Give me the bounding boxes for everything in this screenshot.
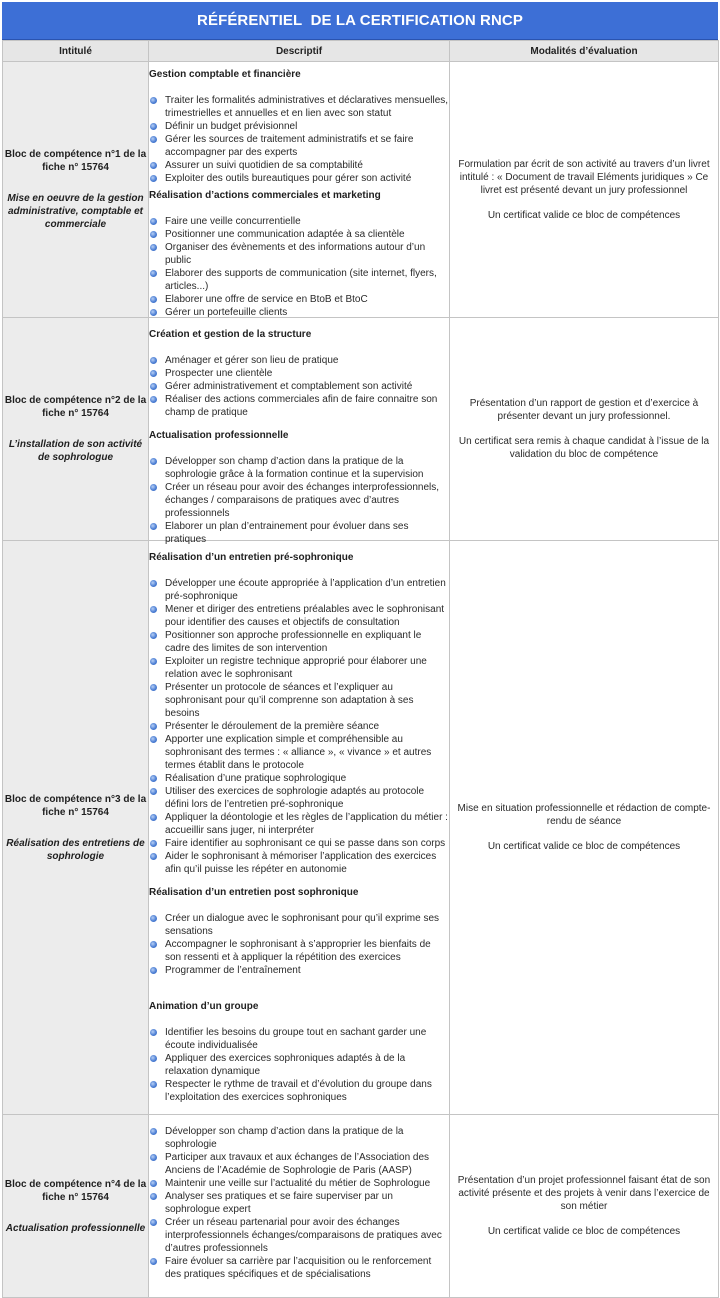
descriptif-cell: [149, 1115, 450, 1298]
bloc-subtitle: Actualisation professionnelle: [5, 1222, 146, 1234]
descriptif-section: [149, 886, 449, 977]
competence-list: [149, 215, 449, 319]
bloc-title: Bloc de compétence n°2 de la fiche n° 15764: [4, 395, 147, 419]
intitule-cell: [3, 1115, 149, 1298]
section-heading: Gestion comptable et financière: [149, 69, 301, 80]
bullet-icon: [150, 370, 157, 377]
bullet-icon: [150, 967, 157, 974]
competence-list: [149, 455, 449, 546]
bullet-icon: [150, 1128, 157, 1135]
list-item-text: Créer un réseau pour avoir des échanges interprofessionnels, échanges / comparaisons de pratiques avec d’autres professionnels: [165, 482, 440, 519]
title-banner: [2, 2, 718, 40]
list-item-text: Faire une veille concurrentielle: [165, 216, 301, 227]
bullet-icon: [150, 1154, 157, 1161]
bloc-title: Bloc de compétence n°3 de la fiche n° 15764: [4, 793, 147, 818]
list-item-text: Programmer de l’entraînement: [165, 965, 301, 976]
bullet-icon: [150, 1029, 157, 1036]
list-item: [149, 1026, 449, 1052]
list-item-text: Apporter une explication simple et compréhensible au sophronisant des termes : « alliance », « vivance » et autres termes établit dans le protocole: [165, 734, 432, 771]
certificate-text: Un certificat sera remis à chaque candidat à l’issue de la validation du bloc de compétence: [458, 436, 710, 460]
bloc-title: Bloc de compétence n°1 de la fiche n° 15764: [4, 149, 147, 173]
list-item: [149, 772, 449, 785]
bullet-icon: [150, 580, 157, 587]
section-heading: Réalisation d’un entretien pré-sophronique: [149, 552, 354, 563]
bullet-icon: [150, 296, 157, 303]
competence-list: [149, 354, 449, 419]
list-item: [149, 1255, 449, 1281]
descriptif-cell: [149, 62, 450, 318]
list-item-text: Définir un budget prévisionnel: [165, 121, 298, 132]
bloc-title: Bloc de compétence n°4 de la fiche n° 15764: [4, 1178, 147, 1203]
list-item-text: Gérer un portefeuille clients: [165, 307, 288, 318]
section-heading: Réalisation d’un entretien post sophronique: [149, 887, 359, 898]
list-item-text: Faire évoluer sa carrière par l’acquisition ou le renforcement des pratiques spécifiques et de spécialisations: [165, 1256, 432, 1280]
evaluation-cell: [450, 541, 719, 1115]
list-item: [149, 720, 449, 733]
bullet-icon: [150, 484, 157, 491]
list-item-text: Elaborer un plan d’entrainement pour évoluer dans ses pratiques: [165, 521, 409, 545]
list-item: [149, 577, 449, 603]
evaluation-cell: [450, 318, 719, 541]
bullet-icon: [150, 136, 157, 143]
list-item: [149, 241, 449, 267]
bullet-icon: [150, 231, 157, 238]
bullet-icon: [150, 175, 157, 182]
list-item: [149, 1151, 449, 1177]
list-item: [149, 603, 449, 629]
evaluation-text: Présentation d’un rapport de gestion et d’exercice à présenter devant un jury professionnel.: [469, 398, 699, 422]
evaluation-text: Formulation par écrit de son activité au travers d’un livret intitulé : « Document de travail Eléments juridiques » Ce livret est présenté devant un jury professionnel: [458, 158, 710, 196]
list-item: [149, 120, 449, 133]
bullet-icon: [150, 606, 157, 613]
evaluation-text: Présentation d’un projet professionnel faisant état de son activité présente et des projets à venir dans l’exercice de son métier: [457, 1175, 711, 1212]
list-item: [149, 1216, 449, 1255]
list-item: [149, 938, 449, 964]
list-item-text: Faire identifier au sophronisant ce qui se passe dans son corps: [165, 838, 446, 849]
bullet-icon: [150, 853, 157, 860]
list-item: [149, 393, 449, 419]
bullet-icon: [150, 775, 157, 782]
list-item: [149, 912, 449, 938]
table-row: [3, 1115, 719, 1298]
certification-table: [2, 40, 719, 1298]
list-item: [149, 733, 449, 772]
bullet-icon: [150, 523, 157, 530]
descriptif-section: [149, 429, 449, 546]
bloc-subtitle: Réalisation des entretiens de sophrologie: [6, 837, 145, 862]
competence-list: [149, 94, 449, 185]
list-item-text: Prospecter une clientèle: [165, 368, 273, 379]
bullet-icon: [150, 941, 157, 948]
evaluation-text: Mise en situation professionnelle et rédaction de compte-rendu de séance: [457, 803, 711, 827]
list-item-text: Créer un dialogue avec le sophronisant pour qu’il exprime ses sensations: [165, 913, 440, 937]
descriptif-section: [149, 189, 449, 319]
competence-list: [149, 577, 449, 876]
list-item-text: Développer son champ d’action dans la pratique de la sophrologie: [165, 1126, 404, 1150]
bullet-icon: [150, 1180, 157, 1187]
list-item: [149, 681, 449, 720]
list-item: [149, 481, 449, 520]
bullet-icon: [150, 915, 157, 922]
list-item-text: Présenter un protocole de séances et l’expliquer au sophronisant pour qu’il comprenne son adaptation à ses besoins: [165, 682, 414, 719]
list-item-text: Développer son champ d’action dans la pratique de la sophrologie grâce à la formation continue et la supervision: [165, 456, 424, 480]
list-item-text: Assurer un suivi quotidien de sa comptabilité: [165, 160, 363, 171]
competence-list: [149, 912, 449, 977]
list-item: [149, 1052, 449, 1078]
list-item: [149, 655, 449, 681]
list-item: [149, 94, 449, 120]
bullet-icon: [150, 1258, 157, 1265]
list-item-text: Appliquer des exercices sophroniques adaptés à de la relaxation dynamique: [165, 1053, 406, 1077]
column-header-modalites: Modalités d’évaluation: [450, 41, 719, 62]
list-item-text: Développer une écoute appropriée à l’application d’un entretien pré-sophronique: [165, 578, 446, 602]
column-header-descriptif: Descriptif: [149, 41, 450, 62]
list-item-text: Traiter les formalités administratives et déclaratives mensuelles, trimestrielles et annuelles et en lien avec son statut: [165, 95, 449, 119]
column-header-intitule: Intitulé: [3, 41, 149, 62]
bullet-icon: [150, 1193, 157, 1200]
list-item-text: Réalisation d’une pratique sophrologique: [165, 773, 347, 784]
list-item-text: Aider le sophronisant à mémoriser l’application des exercices afin qu’il puisse les répéter en autonomie: [165, 851, 437, 875]
descriptif-section: [149, 328, 449, 419]
bullet-icon: [150, 632, 157, 639]
bullet-icon: [150, 458, 157, 465]
bullet-icon: [150, 1081, 157, 1088]
descriptif-section: [149, 551, 449, 876]
list-item-text: Gérer administrativement et comptablement son activité: [165, 381, 413, 392]
list-item: [149, 837, 449, 850]
table-row: [3, 541, 719, 1115]
list-item: [149, 785, 449, 811]
descriptif-section: [149, 68, 449, 185]
bloc-subtitle: L’installation de son activité de sophrologue: [8, 439, 143, 463]
list-item-text: Identifier les besoins du groupe tout en sachant garder une écoute individualisée: [165, 1027, 427, 1051]
list-item-text: Respecter le rythme de travail et d’évolution du groupe dans l’exploitation des exercices sophroniques: [165, 1079, 432, 1103]
table-row: [3, 318, 719, 541]
list-item-text: Positionner une communication adaptée à sa clientèle: [165, 229, 405, 240]
bullet-icon: [150, 309, 157, 316]
list-item-text: Exploiter un registre technique approprié pour élaborer une relation avec le sophronisant: [165, 656, 427, 680]
list-item-text: Participer aux travaux et aux échanges de l’Association des Anciens de l’Académie de Sophrologie de Paris (AASP): [165, 1152, 430, 1176]
section-heading: Actualisation professionnelle: [149, 430, 289, 441]
list-item-text: Organiser des évènements et des informations autour d’un public: [165, 242, 426, 266]
certificate-text: Un certificat valide ce bloc de compétences: [487, 209, 681, 221]
section-heading: Création et gestion de la structure: [149, 329, 312, 340]
list-item: [149, 354, 449, 367]
certificate-text: Un certificat valide ce bloc de compétences: [487, 841, 681, 852]
intitule-cell: [3, 541, 149, 1115]
bullet-icon: [150, 218, 157, 225]
bloc-subtitle: Mise en oeuvre de la gestion administrative, comptable et commerciale: [7, 193, 144, 230]
bullet-icon: [150, 814, 157, 821]
list-item: [149, 964, 449, 977]
list-item-text: Accompagner le sophronisant à s’approprier les bienfaits de son ressenti et à appliquer la répétition des exercices: [165, 939, 431, 963]
bullet-icon: [150, 123, 157, 130]
list-item-text: Gérer les sources de traitement administratifs et se faire accompagner par des experts: [165, 134, 414, 158]
list-item: [149, 228, 449, 241]
bullet-icon: [150, 723, 157, 730]
list-item: [149, 1190, 449, 1216]
document-title: RÉFÉRENTIEL DE LA CERTIFICATION RNCP: [197, 12, 523, 29]
descriptif-section: [149, 1000, 449, 1104]
bullet-icon: [150, 357, 157, 364]
list-item: [149, 267, 449, 293]
list-item-text: Elaborer des supports de communication (site internet, flyers, articles...): [165, 268, 437, 292]
list-item: [149, 1177, 449, 1190]
bullet-icon: [150, 270, 157, 277]
bullet-icon: [150, 244, 157, 251]
bullet-icon: [150, 684, 157, 691]
list-item: [149, 1078, 449, 1104]
list-item-text: Elaborer une offre de service en BtoB et BtoC: [165, 294, 368, 305]
competence-list: [149, 1125, 449, 1281]
intitule-cell: [3, 318, 149, 541]
bullet-icon: [150, 396, 157, 403]
list-item: [149, 293, 449, 306]
list-item-text: Utiliser des exercices de sophrologie adaptés au protocole défini lors de l’entretien pré-sophronique: [165, 786, 425, 810]
list-item: [149, 133, 449, 159]
list-item-text: Mener et diriger des entretiens préalables avec le sophronisant pour identifier des causes et objectifs de consultation: [165, 604, 445, 628]
table-body: [3, 62, 719, 1298]
bullet-icon: [150, 162, 157, 169]
list-item-text: Maintenir une veille sur l’actualité du métier de Sophrologue: [165, 1178, 431, 1189]
list-item: [149, 380, 449, 393]
list-item: [149, 850, 449, 876]
bullet-icon: [150, 840, 157, 847]
list-item-text: Aménager et gérer son lieu de pratique: [165, 355, 339, 366]
list-item-text: Présenter le déroulement de la première séance: [165, 721, 380, 732]
descriptif-cell: [149, 541, 450, 1115]
list-item: [149, 215, 449, 228]
section-heading: Animation d’un groupe: [149, 1001, 259, 1012]
intitule-cell: [3, 62, 149, 318]
evaluation-cell: [450, 1115, 719, 1298]
list-item-text: Créer un réseau partenarial pour avoir des échanges interprofessionnels échanges/comparaisons de pratiques avec d’autres professionnels: [165, 1217, 442, 1254]
list-item: [149, 159, 449, 172]
list-item: [149, 455, 449, 481]
descriptif-section: [149, 1125, 449, 1281]
bullet-icon: [150, 383, 157, 390]
list-item-text: Appliquer la déontologie et les règles de l’application du métier : accueillir sans juger, ni interpréter: [165, 812, 448, 836]
list-item: [149, 172, 449, 185]
list-item-text: Positionner son approche professionnelle en expliquant le cadre des limites de son intervention: [165, 630, 422, 654]
certificate-text: Un certificat valide ce bloc de compétences: [487, 1226, 681, 1237]
bullet-icon: [150, 788, 157, 795]
list-item: [149, 629, 449, 655]
bullet-icon: [150, 736, 157, 743]
section-heading: Réalisation d’actions commerciales et marketing: [149, 190, 381, 201]
list-item: [149, 367, 449, 380]
competence-list: [149, 1026, 449, 1104]
list-item: [149, 1125, 449, 1151]
list-item-text: Analyser ses pratiques et se faire superviser par un sophrologue expert: [165, 1191, 393, 1215]
evaluation-cell: [450, 62, 719, 318]
bullet-icon: [150, 1055, 157, 1062]
list-item: [149, 811, 449, 837]
bullet-icon: [150, 1219, 157, 1226]
list-item-text: Réaliser des actions commerciales afin de faire connaitre son champ de pratique: [165, 394, 438, 418]
bullet-icon: [150, 658, 157, 665]
table-row: [3, 62, 719, 318]
list-item-text: Exploiter des outils bureautiques pour gérer son activité: [165, 173, 412, 184]
bullet-icon: [150, 97, 157, 104]
descriptif-cell: [149, 318, 450, 545]
header-row: [3, 41, 719, 62]
